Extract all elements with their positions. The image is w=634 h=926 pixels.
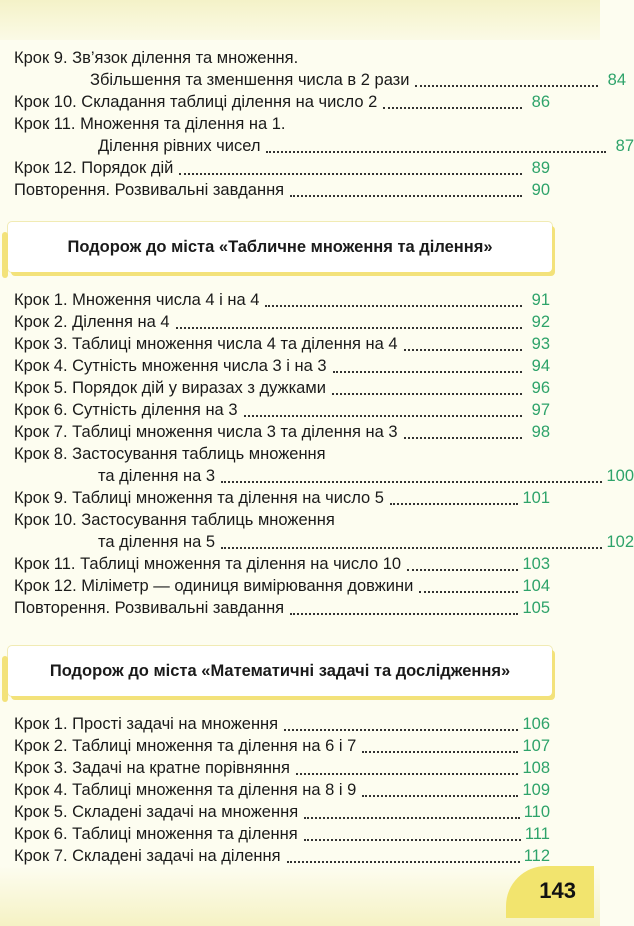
toc-entry-title: Крок 9. Таблиці множення та ділення на число 5: [14, 489, 384, 507]
leader-dots: [304, 817, 520, 819]
leader-dots: [287, 861, 520, 863]
toc-entry-page: 102: [606, 533, 634, 551]
toc-entry[interactable]: [14, 800, 550, 822]
toc-entry-page: 96: [531, 379, 550, 397]
toc-entry[interactable]: [14, 552, 550, 574]
toc-entry[interactable]: [14, 596, 550, 618]
toc-entry-page: 92: [531, 313, 550, 331]
toc-entry-title: Крок 9. Зв’язок ділення та множення.: [14, 49, 299, 67]
toc-entry-title: та ділення на 3: [98, 467, 216, 485]
leader-dots: [296, 773, 518, 775]
toc-entry[interactable]: [14, 734, 550, 756]
leader-dots: [404, 349, 522, 351]
toc-entry[interactable]: [14, 508, 550, 530]
top-decor: [0, 0, 600, 40]
section-title: Подорож до міста «Табличне множення та ділення»: [67, 237, 493, 256]
toc-entry[interactable]: [14, 90, 550, 112]
toc-entry[interactable]: [14, 354, 550, 376]
toc-entry-title: Крок 11. Таблиці множення та ділення на число 10: [14, 555, 402, 573]
leader-dots: [221, 481, 602, 483]
toc-entry-page: 94: [531, 357, 550, 375]
toc-entry-title: Повторення. Розвивальні завдання: [14, 599, 285, 617]
toc-entry-page: 87: [615, 137, 634, 155]
toc-entry-page: 105: [522, 599, 550, 617]
toc-entry-page: 93: [531, 335, 550, 353]
leader-dots: [266, 151, 606, 153]
leader-dots: [404, 437, 522, 439]
toc-entry-page: 112: [523, 847, 550, 865]
leader-dots: [304, 839, 521, 841]
toc-entry-title: Крок 2. Ділення на 4: [14, 313, 170, 331]
toc-entry-title: Крок 8. Застосування таблиць множення: [14, 445, 326, 463]
toc-entry-title: Збільшення та зменшення числа в 2 рази: [90, 71, 410, 89]
toc-entry-title: Крок 10. Застосування таблиць множення: [14, 511, 335, 529]
toc-entry-title: Крок 5. Складені задачі на множення: [14, 803, 299, 821]
toc-entry-title: Крок 3. Таблиці множення числа 4 та ділення на 4: [14, 335, 398, 353]
toc-entry[interactable]: [14, 134, 634, 156]
toc-entry-page: 84: [607, 71, 626, 89]
toc-entry-title: Крок 12. Міліметр — одиниця вимірювання довжини: [14, 577, 414, 595]
toc-entry-title: Ділення рівних чисел: [98, 137, 261, 155]
toc-entry[interactable]: [14, 46, 550, 68]
toc-entry[interactable]: [14, 398, 550, 420]
leader-dots: [415, 85, 598, 87]
toc-entry-title: Крок 1. Прості задачі на множення: [14, 715, 279, 733]
toc-entry[interactable]: [14, 178, 550, 200]
page-number: 143: [539, 878, 576, 903]
leader-dots: [419, 591, 518, 593]
toc-entry-title: та ділення на 5: [98, 533, 216, 551]
toc-entry[interactable]: [14, 112, 550, 134]
leader-dots: [179, 173, 522, 175]
toc-entry-title: Крок 10. Складання таблиці ділення на число 2: [14, 93, 378, 111]
toc-entry[interactable]: [14, 844, 550, 866]
toc-entry-title: Крок 1. Множення числа 4 і на 4: [14, 291, 260, 309]
toc-entry[interactable]: [14, 756, 550, 778]
toc-entry-page: 107: [522, 737, 550, 755]
section-title-banner: [8, 646, 552, 696]
leader-dots: [383, 107, 522, 109]
leader-dots: [362, 751, 518, 753]
toc-entry-page: 90: [531, 181, 550, 199]
toc-entry-page: 106: [522, 715, 550, 733]
leader-dots: [333, 371, 522, 373]
leader-dots: [407, 569, 518, 571]
toc-entry-page: 98: [531, 423, 550, 441]
toc-entry-title: Крок 5. Порядок дій у виразах з дужками: [14, 379, 326, 397]
toc-entry-page: 103: [522, 555, 550, 573]
toc-entry[interactable]: [14, 530, 634, 552]
toc-entry[interactable]: [14, 376, 550, 398]
toc-entry-page: 110: [523, 803, 550, 821]
leader-dots: [362, 795, 518, 797]
toc-entry-page: 100: [606, 467, 634, 485]
toc-entry-page: 108: [522, 759, 550, 777]
leader-dots: [284, 729, 518, 731]
toc-entry[interactable]: [14, 332, 550, 354]
toc-entry[interactable]: [14, 288, 550, 310]
toc-entry-title: Крок 4. Сутність множення числа 3 і на 3: [14, 357, 327, 375]
toc-entry[interactable]: [14, 310, 550, 332]
leader-dots: [290, 195, 522, 197]
toc-entry-title: Крок 4. Таблиці множення та ділення на 8 і 9: [14, 781, 357, 799]
toc-entry-page: 86: [531, 93, 550, 111]
toc-entry[interactable]: [14, 486, 550, 508]
toc-entry-page: 101: [522, 489, 550, 507]
section-title: Подорож до міста «Математичні задачі та дослідження»: [49, 661, 511, 680]
toc-entry-page: 104: [522, 577, 550, 595]
toc-entry-title: Крок 3. Задачі на кратне порівняння: [14, 759, 290, 777]
toc-entry[interactable]: [14, 156, 550, 178]
toc-entry-title: Крок 6. Таблиці множення та ділення: [14, 825, 298, 843]
toc-entry-title: Крок 12. Порядок дій: [14, 159, 174, 177]
toc-entry[interactable]: [14, 68, 626, 90]
toc-entry[interactable]: [14, 464, 634, 486]
leader-dots: [290, 613, 518, 615]
leader-dots: [332, 393, 522, 395]
toc-entry[interactable]: [14, 822, 550, 844]
toc-entry-title: Крок 7. Таблиці множення числа 3 та ділення на 3: [14, 423, 398, 441]
leader-dots: [221, 547, 602, 549]
toc-entry-page: 89: [531, 159, 550, 177]
toc-entry-title: Крок 6. Сутність ділення на 3: [14, 401, 238, 419]
toc-entry[interactable]: [14, 420, 550, 442]
section-title-banner: [8, 222, 552, 272]
toc-entry-title: Повторення. Розвивальні завдання: [14, 181, 285, 199]
toc-entry-page: 111: [524, 825, 550, 843]
toc-entry[interactable]: [14, 442, 550, 464]
toc-entry-title: Крок 7. Складені задачі на ділення: [14, 847, 281, 865]
toc-entry[interactable]: [14, 778, 550, 800]
toc-entry[interactable]: [14, 574, 550, 596]
toc-entry-page: 97: [531, 401, 550, 419]
leader-dots: [265, 305, 522, 307]
toc-entry-page: 91: [531, 291, 550, 309]
toc-entry-title: Крок 2. Таблиці множення та ділення на 6 і 7: [14, 737, 357, 755]
toc-entry[interactable]: [14, 712, 550, 734]
leader-dots: [390, 503, 519, 505]
leader-dots: [244, 415, 523, 417]
toc-entry-page: 109: [522, 781, 550, 799]
toc-entry-title: Крок 11. Множення та ділення на 1.: [14, 115, 286, 133]
leader-dots: [176, 327, 522, 329]
